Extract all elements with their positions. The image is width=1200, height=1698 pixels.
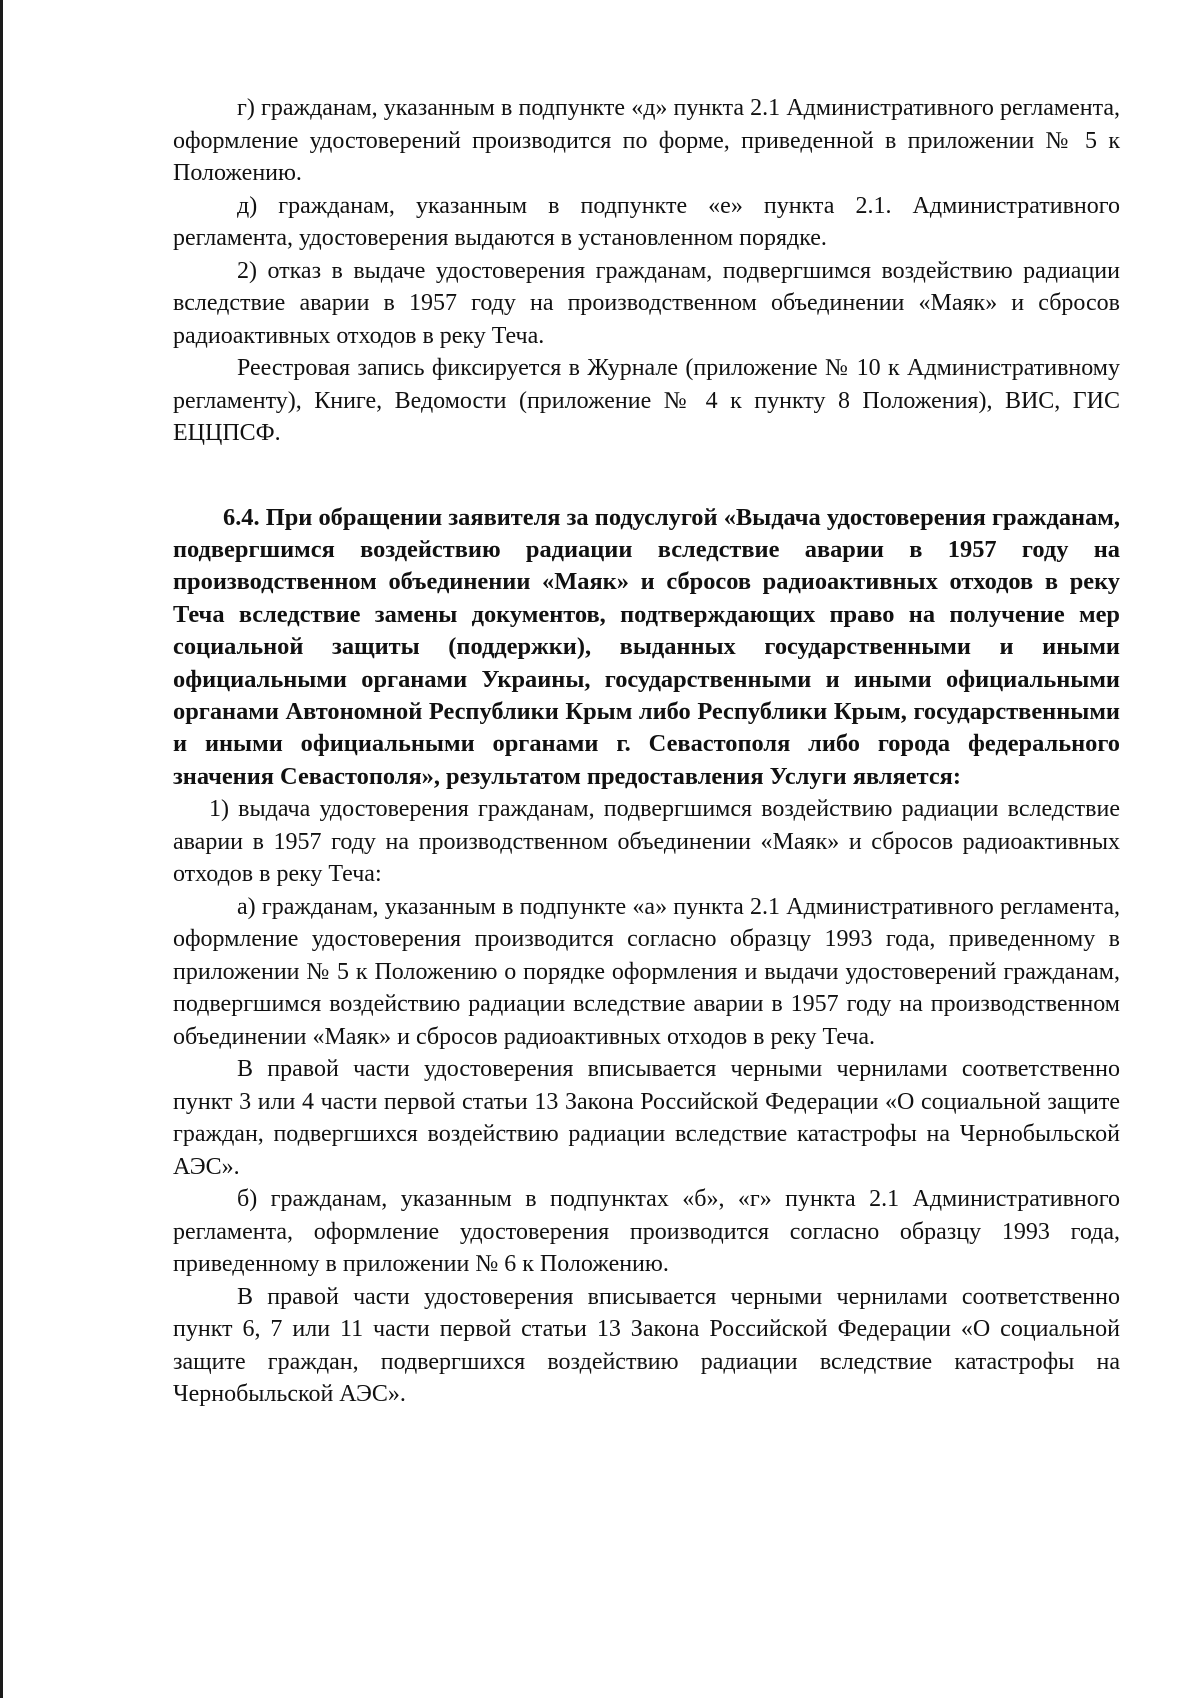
section-gap	[173, 450, 1120, 502]
paragraph-a: а) гражданам, указанным в подпункте «а» пункта 2.1 Административного регламента, оформление удостоверения производится согласно образцу 1993 года, приведенному в приложении № 5 к Положению о порядке оформления и выдачи удостоверений гражданам, подвергшимся воздействию радиации вследствие аварии в 1957 году на производственном объединении «Маяк» и сбросов радиоактивных отходов в реку Теча.	[173, 893, 1120, 1050]
paragraph-right-part-2: В правой части удостоверения вписывается черными чернилами соответственно пункт 6, 7 или 11 части первой статьи 13 Закона Российской Федерации «О социальной защите граждан, подвергшихся воздействию радиации вследствие катастрофы на Чернобыльской АЭС».	[173, 1283, 1120, 1408]
paragraph-d: д) гражданам, указанным в подпункте «е» пункта 2.1. Административного регламента, удостоверения выдаются в установленном порядке.	[173, 192, 1120, 251]
section-heading-6-4: 6.4. При обращении заявителя за подуслугой «Выдача удостоверения гражданам, подвергшимся воздействию радиации вследствие аварии в 1957 году на производственном объединении «Маяк» и сбросов радиоактивных отходов в реку Теча вследствие замены документов, подтверждающих право на получение мер социальной защиты (поддержки), выданных государственными и иными официальными органами Украины, государственными и иными официальными органами Автономной Республики Крым либо Республики Крым, государственными и иными официальными органами г. Севастополя либо города федерального значения Севастополя», результатом предоставления Услуги является:	[173, 503, 1120, 790]
paragraph-registry: Реестровая запись фиксируется в Журнале (приложение № 10 к Административному регламенту), Книге, Ведомости (приложение № 4 к пункту 8 Положения), ВИС, ГИС ЕЦЦПСФ.	[173, 355, 1120, 446]
paragraph-b: б) гражданам, указанным в подпунктах «б», «г» пункта 2.1 Административного регламента, оформление удостоверения производится согласно образцу 1993 года, приведенному в приложении № 6 к Положению.	[173, 1186, 1120, 1278]
document-page	[173, 92, 1120, 1411]
paragraph-refusal: 2) отказ в выдаче удостоверения гражданам, подвергшимся воздействию радиации вследствие аварии в 1957 году на производственном объединении «Маяк» и сбросов радиоактивных отходов в реку Теча.	[173, 257, 1120, 349]
paragraph-right-part-1: В правой части удостоверения вписывается черными чернилами соответственно пункт 3 или 4 части первой статьи 13 Закона Российской Федерации «О социальной защите граждан, подвергшихся воздействию радиации вследствие катастрофы на Чернобыльской АЭС».	[173, 1056, 1120, 1180]
paragraph-issue: 1) выдача удостоверения гражданам, подвергшимся воздействию радиации вследствие аварии в 1957 году на производственном объединении «Маяк» и сбросов радиоактивных отходов в реку Теча:	[173, 796, 1120, 888]
scan-edge-line	[0, 0, 3, 1698]
paragraph-g: г) гражданам, указанным в подпункте «д» пункта 2.1 Административного регламента, оформление удостоверений производится по форме, приведенной в приложении № 5 к Положению.	[173, 95, 1120, 186]
